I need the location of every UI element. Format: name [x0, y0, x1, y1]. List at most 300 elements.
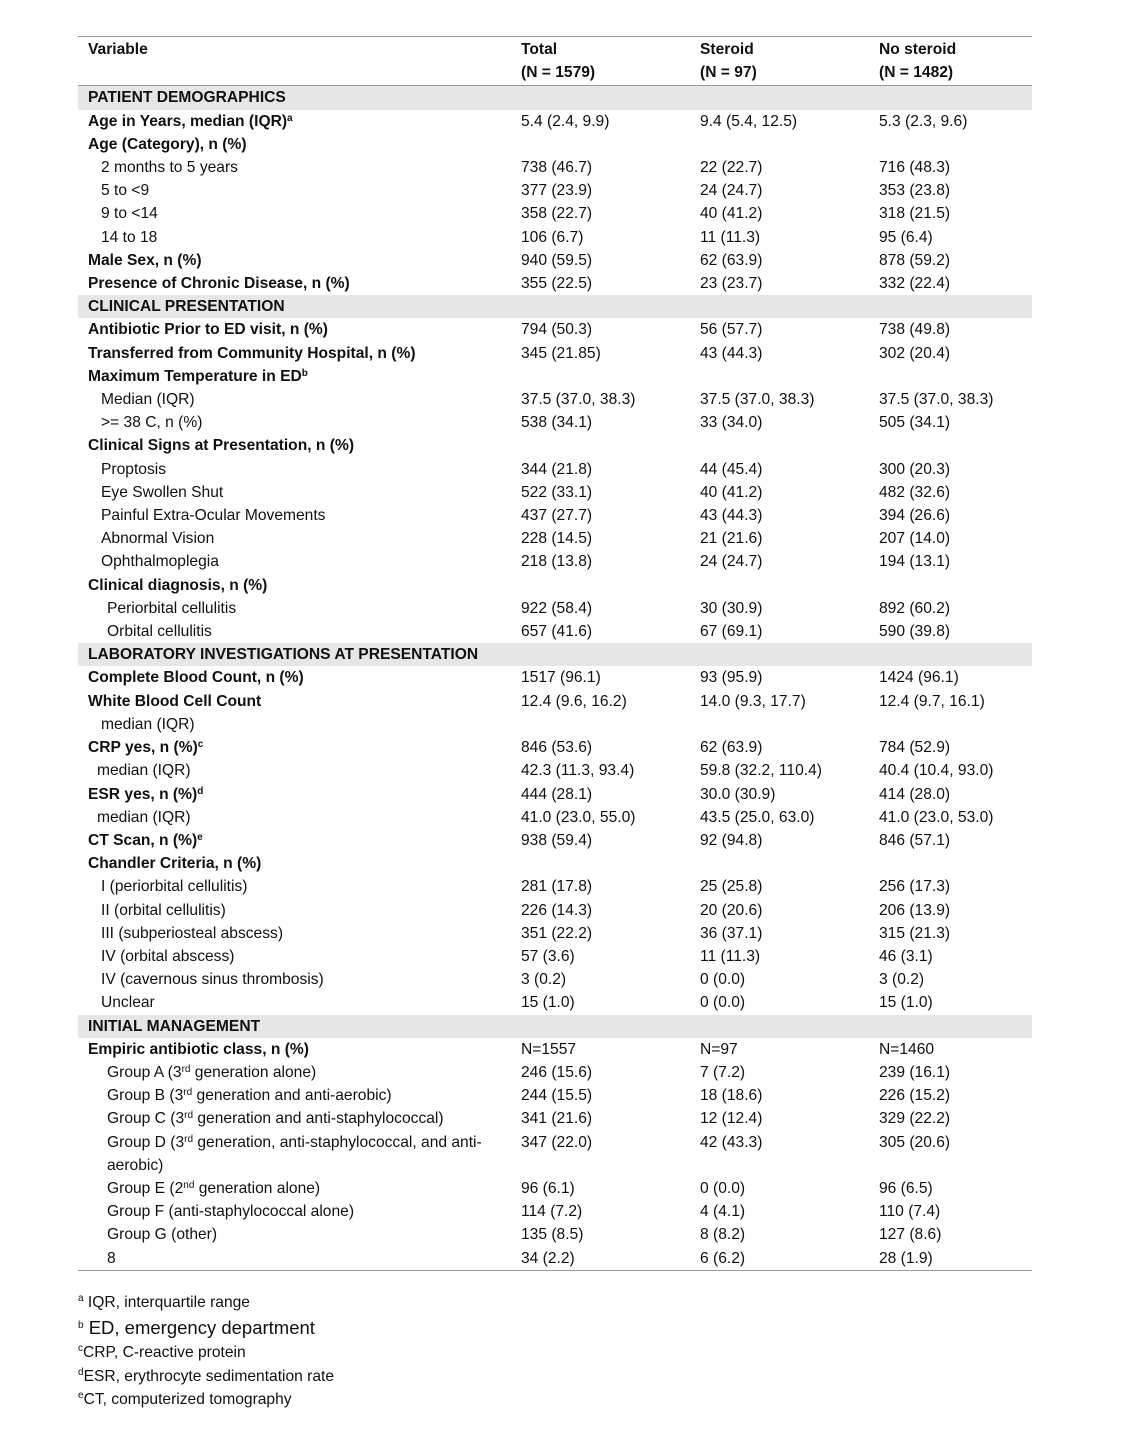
footnote [78, 1291, 334, 1315]
table-row [78, 666, 1032, 689]
row-label-text: Eye Swollen Shut [101, 483, 224, 501]
row-label [78, 249, 513, 272]
no-steroid-cell: 318 (21.5) [879, 205, 951, 223]
table-row [78, 945, 1032, 968]
row-label [78, 86, 513, 109]
table-row [78, 597, 1032, 620]
row-label [78, 1247, 513, 1270]
row-label-text: generation alone) [190, 1063, 317, 1081]
total-cell: 345 (21.85) [521, 344, 601, 362]
steroid-cell: 0 (0.0) [700, 971, 746, 989]
steroid-cell: 37.5 (37.0, 38.3) [700, 391, 815, 409]
steroid-cell: 92 (94.8) [700, 831, 763, 849]
row-label [78, 527, 513, 550]
steroid-cell [692, 852, 871, 875]
header-variable: Variable [88, 41, 148, 58]
steroid-cell: 59.8 (32.2, 110.4) [700, 762, 822, 780]
data-table [78, 36, 1032, 1271]
footnote-marker: b [78, 1319, 84, 1331]
row-label-text: III (subperiosteal abscess) [101, 924, 284, 942]
total-cell: 377 (23.9) [521, 182, 593, 200]
row-label [78, 1107, 513, 1130]
footnote [78, 1388, 334, 1412]
footnote-marker: nd [183, 1179, 195, 1191]
no-steroid-cell: 414 (28.0) [879, 785, 951, 803]
total-cell [513, 295, 692, 318]
row-label [78, 852, 513, 875]
no-steroid-cell: 110 (7.4) [879, 1203, 941, 1221]
table-row [78, 388, 1032, 411]
row-label [78, 1038, 513, 1061]
row-label-text: generation alone) [194, 1179, 321, 1197]
table-row [78, 1223, 1032, 1246]
steroid-cell: 44 (45.4) [700, 460, 763, 478]
no-steroid-cell: 878 (59.2) [879, 251, 951, 269]
row-label [78, 1084, 513, 1107]
total-cell [513, 365, 692, 388]
row-label-text: 9 to <14 [101, 205, 158, 223]
row-label-text: ESR yes, n (%) [88, 785, 198, 803]
footnote-marker: e [78, 1390, 84, 1402]
row-label [78, 1061, 513, 1084]
steroid-cell: 4 (4.1) [700, 1203, 746, 1221]
no-steroid-cell [871, 434, 1032, 457]
total-cell: N=1557 [521, 1040, 577, 1058]
row-label [78, 922, 513, 945]
steroid-cell: 67 (69.1) [700, 623, 763, 641]
row-label [78, 272, 513, 295]
no-steroid-cell [871, 1015, 1032, 1038]
total-cell: 538 (34.1) [521, 414, 593, 432]
no-steroid-cell: 28 (1.9) [879, 1249, 933, 1267]
row-label-text: Group D (3 [107, 1133, 185, 1151]
row-label-text: Painful Extra-Ocular Movements [101, 507, 326, 525]
row-label [78, 574, 513, 597]
no-steroid-cell: 892 (60.2) [879, 599, 951, 617]
footnote-marker: d [78, 1366, 84, 1378]
table-row [78, 620, 1032, 643]
steroid-cell [692, 133, 871, 156]
table-row [78, 411, 1032, 434]
no-steroid-cell: 738 (49.8) [879, 321, 951, 339]
total-cell [513, 713, 692, 736]
row-label [78, 1015, 513, 1038]
steroid-cell: 21 (21.6) [700, 530, 763, 548]
steroid-cell: 20 (20.6) [700, 901, 763, 919]
section-header-row [78, 1015, 1032, 1038]
no-steroid-cell: 332 (22.4) [879, 275, 951, 293]
row-label-text: generation, anti-staphylococcal, and anti-aerobic) [107, 1133, 482, 1174]
row-label-text: White Blood Cell Count [88, 692, 262, 710]
no-steroid-cell [871, 643, 1032, 666]
no-steroid-cell: 46 (3.1) [879, 947, 933, 965]
row-label-text: Group G (other) [107, 1226, 218, 1244]
table-row [78, 179, 1032, 202]
table-row [78, 1131, 1032, 1177]
steroid-cell: 6 (6.2) [700, 1249, 746, 1267]
table-row [78, 249, 1032, 272]
footnote-marker: e [197, 831, 203, 843]
row-label [78, 597, 513, 620]
row-label [78, 1131, 513, 1177]
row-label [78, 133, 513, 156]
steroid-cell [692, 713, 871, 736]
total-cell: 281 (17.8) [521, 878, 593, 896]
steroid-cell: 30 (30.9) [700, 599, 763, 617]
no-steroid-cell: 239 (16.1) [879, 1063, 951, 1081]
total-cell: 34 (2.2) [521, 1249, 575, 1267]
total-cell [513, 574, 692, 597]
footnote-marker: rd [183, 1087, 193, 1099]
steroid-cell: 8 (8.2) [700, 1226, 746, 1244]
total-cell: 794 (50.3) [521, 321, 593, 339]
no-steroid-cell: 207 (14.0) [879, 530, 951, 548]
total-cell [513, 643, 692, 666]
steroid-cell [692, 643, 871, 666]
footnote-marker: a [78, 1293, 84, 1304]
steroid-cell: 56 (57.7) [700, 321, 763, 339]
total-cell: 96 (6.1) [521, 1179, 575, 1197]
steroid-cell: 14.0 (9.3, 17.7) [700, 692, 806, 710]
table-row [78, 922, 1032, 945]
row-label-text: LABORATORY INVESTIGATIONS AT PRESENTATION [88, 646, 479, 664]
footnote-marker: rd [181, 1063, 191, 1075]
no-steroid-cell [871, 86, 1032, 109]
row-label-text: Clinical Signs at Presentation, n (%) [88, 437, 355, 455]
table-row [78, 713, 1032, 736]
footnotes [78, 1291, 334, 1412]
total-cell: 358 (22.7) [521, 205, 593, 223]
steroid-cell [692, 574, 871, 597]
row-label-text: generation and anti-aerobic) [192, 1087, 392, 1105]
total-cell: 846 (53.6) [521, 739, 593, 757]
steroid-cell [692, 295, 871, 318]
row-label-text: Antibiotic Prior to ED visit, n (%) [88, 321, 328, 339]
total-cell: 135 (8.5) [521, 1226, 584, 1244]
table-row [78, 899, 1032, 922]
row-label-text: Median (IQR) [101, 391, 195, 409]
total-cell: 226 (14.3) [521, 901, 593, 919]
steroid-cell: 7 (7.2) [700, 1063, 746, 1081]
row-label-text: 8 [107, 1249, 116, 1267]
steroid-cell: 40 (41.2) [700, 483, 763, 501]
table-row [78, 1038, 1032, 1061]
table-row [78, 458, 1032, 481]
no-steroid-cell: 15 (1.0) [879, 994, 933, 1012]
steroid-cell: 11 (11.3) [700, 947, 761, 965]
table-row [78, 226, 1032, 249]
steroid-cell: 43 (44.3) [700, 344, 763, 362]
row-label-text: IV (cavernous sinus thrombosis) [101, 971, 324, 989]
no-steroid-cell: 95 (6.4) [879, 228, 933, 246]
steroid-cell: 18 (18.6) [700, 1087, 763, 1105]
total-cell: 244 (15.5) [521, 1087, 593, 1105]
row-label-text: Group B (3 [107, 1087, 184, 1105]
table-row [78, 783, 1032, 806]
table-row [78, 342, 1032, 365]
row-label-text: median (IQR) [101, 715, 195, 733]
row-label [78, 643, 513, 666]
steroid-cell: 62 (63.9) [700, 251, 763, 269]
no-steroid-cell [871, 852, 1032, 875]
row-label [78, 179, 513, 202]
row-label [78, 690, 513, 713]
row-label-text: Abnormal Vision [101, 530, 215, 548]
steroid-cell: 43.5 (25.0, 63.0) [700, 808, 815, 826]
no-steroid-cell: 300 (20.3) [879, 460, 951, 478]
no-steroid-cell: 96 (6.5) [879, 1179, 933, 1197]
row-label-text: Maximum Temperature in ED [88, 367, 302, 385]
header-steroid: Steroid (N = 97) [700, 41, 757, 82]
total-cell: 106 (6.7) [521, 228, 584, 246]
row-label [78, 759, 513, 782]
table-row [78, 574, 1032, 597]
table-row [78, 272, 1032, 295]
row-label [78, 110, 513, 133]
no-steroid-cell: 716 (48.3) [879, 159, 951, 177]
no-steroid-cell: 590 (39.8) [879, 623, 951, 641]
total-cell: 341 (21.6) [521, 1110, 593, 1128]
no-steroid-cell [871, 133, 1032, 156]
no-steroid-cell: 1424 (96.1) [879, 669, 959, 687]
total-cell: 5.4 (2.4, 9.9) [521, 112, 610, 130]
no-steroid-cell [871, 295, 1032, 318]
steroid-cell: 62 (63.9) [700, 739, 763, 757]
table-row [78, 829, 1032, 852]
total-cell: 344 (21.8) [521, 460, 593, 478]
row-label-text: II (orbital cellulitis) [101, 901, 226, 919]
no-steroid-cell: 127 (8.6) [879, 1226, 942, 1244]
total-cell: 218 (13.8) [521, 553, 593, 571]
table-row [78, 875, 1032, 898]
total-cell: 938 (59.4) [521, 831, 593, 849]
row-label [78, 1223, 513, 1246]
no-steroid-cell [871, 574, 1032, 597]
row-label [78, 365, 513, 388]
row-label [78, 318, 513, 341]
no-steroid-cell: 482 (32.6) [879, 483, 951, 501]
table-body [78, 86, 1032, 1269]
total-cell: 37.5 (37.0, 38.3) [521, 391, 636, 409]
total-cell: 114 (7.2) [521, 1203, 583, 1221]
row-label-text: Age (Category), n (%) [88, 135, 247, 153]
row-label [78, 504, 513, 527]
steroid-cell: 33 (34.0) [700, 414, 763, 432]
steroid-cell: 24 (24.7) [700, 182, 763, 200]
no-steroid-cell: 194 (13.1) [879, 553, 951, 571]
row-label [78, 550, 513, 573]
footnote-text: CRP, C-reactive protein [83, 1343, 246, 1361]
row-label-text: Presence of Chronic Disease, n (%) [88, 275, 350, 293]
total-cell: 1517 (96.1) [521, 669, 601, 687]
no-steroid-cell: 3 (0.2) [879, 971, 925, 989]
row-label-text: Ophthalmoplegia [101, 553, 219, 571]
total-cell: 940 (59.5) [521, 251, 593, 269]
no-steroid-cell: 302 (20.4) [879, 344, 951, 362]
table-row [78, 202, 1032, 225]
no-steroid-cell: 206 (13.9) [879, 901, 951, 919]
no-steroid-cell: 256 (17.3) [879, 878, 951, 896]
row-label [78, 1200, 513, 1223]
steroid-cell: 22 (22.7) [700, 159, 763, 177]
total-cell [513, 1015, 692, 1038]
row-label-text: Group F (anti-staphylococcal alone) [107, 1203, 355, 1221]
no-steroid-cell: 784 (52.9) [879, 739, 951, 757]
row-label-text: Periorbital cellulitis [107, 599, 237, 617]
total-cell: 57 (3.6) [521, 947, 575, 965]
total-cell: 522 (33.1) [521, 483, 593, 501]
row-label-text: Complete Blood Count, n (%) [88, 669, 304, 687]
table-row [78, 156, 1032, 179]
row-label-text: Group C (3 [107, 1110, 185, 1128]
total-cell: 355 (22.5) [521, 275, 593, 293]
no-steroid-cell: 5.3 (2.3, 9.6) [879, 112, 968, 130]
row-label-text: median (IQR) [97, 808, 191, 826]
total-cell: 351 (22.2) [521, 924, 593, 942]
footnote-text: ESR, erythrocyte sedimentation rate [83, 1367, 335, 1385]
footnote-marker: rd [184, 1110, 194, 1122]
row-label-text: PATIENT DEMOGRAPHICS [88, 89, 286, 107]
no-steroid-cell [871, 365, 1032, 388]
row-label [78, 991, 513, 1014]
table-row [78, 1107, 1032, 1130]
row-label [78, 829, 513, 852]
no-steroid-cell: N=1460 [879, 1040, 935, 1058]
table-row [78, 481, 1032, 504]
total-cell: 12.4 (9.6, 16.2) [521, 692, 627, 710]
row-label-text: CT Scan, n (%) [88, 831, 198, 849]
table-row [78, 365, 1032, 388]
total-cell [513, 852, 692, 875]
table-row [78, 504, 1032, 527]
row-label-text: 5 to <9 [101, 182, 150, 200]
table-header-row [78, 37, 1032, 86]
row-label [78, 295, 513, 318]
total-cell: 41.0 (23.0, 55.0) [521, 808, 636, 826]
row-label [78, 226, 513, 249]
table-row [78, 1084, 1032, 1107]
no-steroid-cell: 12.4 (9.7, 16.1) [879, 692, 985, 710]
steroid-cell: 42 (43.3) [700, 1133, 763, 1151]
row-label [78, 713, 513, 736]
footnote-text: CT, computerized tomography [83, 1391, 292, 1409]
no-steroid-cell: 505 (34.1) [879, 414, 951, 432]
steroid-cell [692, 365, 871, 388]
total-cell [513, 434, 692, 457]
section-header-row [78, 643, 1032, 666]
row-label [78, 434, 513, 457]
row-label-text: Transferred from Community Hospital, n (%) [88, 344, 416, 362]
steroid-cell: 0 (0.0) [700, 994, 746, 1012]
steroid-cell [692, 86, 871, 109]
steroid-cell: 12 (12.4) [700, 1110, 763, 1128]
steroid-cell [692, 434, 871, 457]
row-label-text: CLINICAL PRESENTATION [88, 298, 285, 316]
footnote-text: ED, emergency department [83, 1316, 315, 1338]
steroid-cell: 40 (41.2) [700, 205, 763, 223]
steroid-cell: 93 (95.9) [700, 669, 763, 687]
steroid-cell: 25 (25.8) [700, 878, 763, 896]
row-label [78, 156, 513, 179]
steroid-cell: 36 (37.1) [700, 924, 763, 942]
no-steroid-cell: 394 (26.6) [879, 507, 951, 525]
total-cell [513, 133, 692, 156]
row-label-text: Unclear [101, 994, 155, 1012]
steroid-cell [692, 1015, 871, 1038]
row-label-text: >= 38 C, n (%) [101, 414, 203, 432]
steroid-cell: 43 (44.3) [700, 507, 763, 525]
row-label-text: I (periorbital cellulitis) [101, 878, 248, 896]
row-label-text: 2 months to 5 years [101, 159, 238, 177]
no-steroid-cell: 37.5 (37.0, 38.3) [879, 391, 994, 409]
table-row [78, 806, 1032, 829]
total-cell [513, 86, 692, 109]
row-label-text: 14 to 18 [101, 228, 158, 246]
total-cell: 657 (41.6) [521, 623, 593, 641]
footnote [78, 1315, 334, 1341]
footnote-marker: c [197, 739, 204, 751]
row-label-text: IV (orbital abscess) [101, 947, 235, 965]
no-steroid-cell: 353 (23.8) [879, 182, 951, 200]
row-label-text: Proptosis [101, 460, 167, 478]
footnote-text: IQR, interquartile range [83, 1294, 250, 1311]
header-no-steroid: No steroid (N = 1482) [879, 41, 957, 82]
row-label-text: Male Sex, n (%) [88, 251, 202, 269]
steroid-cell: 9.4 (5.4, 12.5) [700, 112, 798, 130]
footnote-marker: a [287, 112, 293, 124]
footnote-marker: d [197, 785, 204, 797]
table-row [78, 1200, 1032, 1223]
no-steroid-cell: 315 (21.3) [879, 924, 951, 942]
table-row [78, 133, 1032, 156]
row-label [78, 620, 513, 643]
total-cell: 228 (14.5) [521, 530, 593, 548]
section-header-row [78, 295, 1032, 318]
steroid-cell: 30.0 (30.9) [700, 785, 776, 803]
total-cell: 738 (46.7) [521, 159, 593, 177]
row-label [78, 783, 513, 806]
row-label [78, 411, 513, 434]
row-label-text: median (IQR) [97, 762, 191, 780]
footnote-marker: c [78, 1342, 83, 1354]
total-cell: 347 (22.0) [521, 1133, 593, 1151]
row-label [78, 481, 513, 504]
row-label-text: Chandler Criteria, n (%) [88, 855, 262, 873]
no-steroid-cell: 305 (20.6) [879, 1133, 951, 1151]
table-row [78, 690, 1032, 713]
row-label-text: Empiric antibiotic class, n (%) [88, 1040, 309, 1058]
footnote [78, 1341, 334, 1365]
total-cell: 15 (1.0) [521, 994, 575, 1012]
steroid-cell: N=97 [700, 1040, 738, 1058]
row-label [78, 945, 513, 968]
no-steroid-cell: 41.0 (23.0, 53.0) [879, 808, 994, 826]
row-label-text: INITIAL MANAGEMENT [88, 1017, 261, 1035]
row-label [78, 875, 513, 898]
table-row [78, 1061, 1032, 1084]
no-steroid-cell: 226 (15.2) [879, 1087, 951, 1105]
row-label-text: Clinical diagnosis, n (%) [88, 576, 268, 594]
no-steroid-cell [871, 713, 1032, 736]
no-steroid-cell: 846 (57.1) [879, 831, 951, 849]
total-cell: 437 (27.7) [521, 507, 593, 525]
row-label-text: CRP yes, n (%) [88, 739, 198, 757]
row-label [78, 1177, 513, 1200]
footnote-marker: b [301, 367, 308, 379]
table-row [78, 1247, 1032, 1270]
row-label [78, 342, 513, 365]
row-label-text: Age in Years, median (IQR) [88, 112, 288, 130]
